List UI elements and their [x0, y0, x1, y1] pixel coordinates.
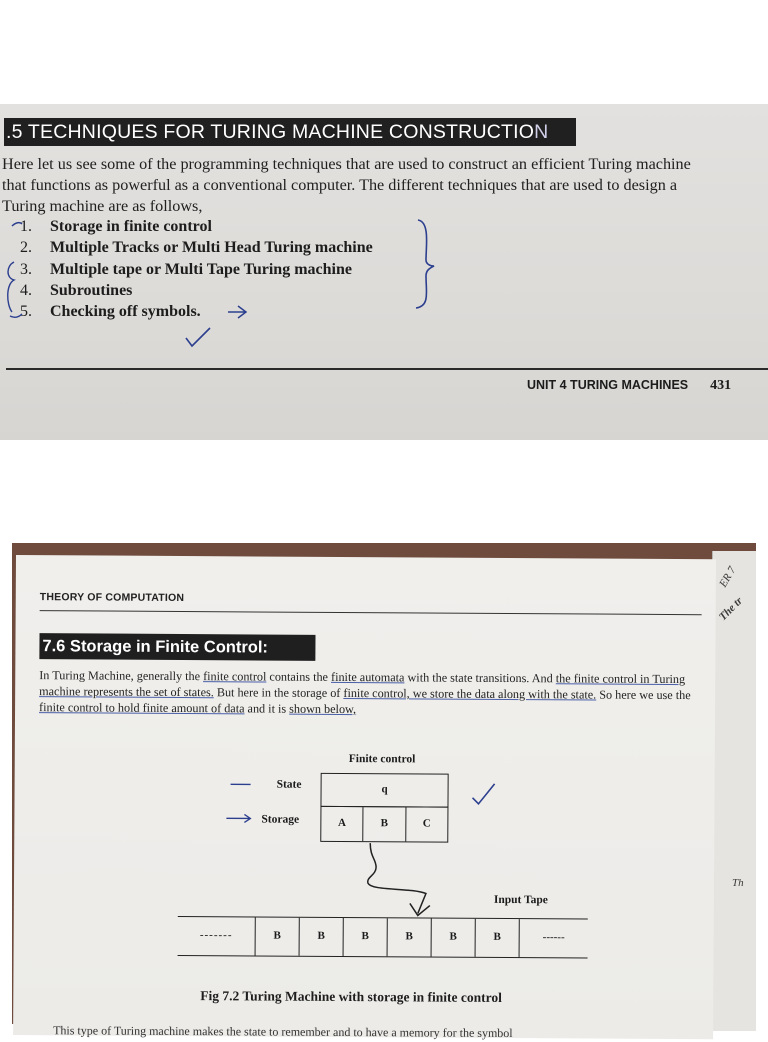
intro-paragraph [2, 154, 762, 217]
storage-label: Storage [261, 814, 299, 826]
edge-text: ER 7 [717, 565, 738, 590]
page-rule [6, 368, 768, 370]
finite-control-label: Finite control [349, 753, 416, 765]
top-page-photo [0, 104, 768, 440]
storage-cell: B [364, 807, 407, 841]
underlined-run: finite control [203, 669, 266, 683]
text-run: But here in the storage of [214, 685, 344, 700]
edge-text: Th [732, 877, 744, 889]
checkmark-icon [472, 784, 494, 804]
bracket-mark-icon [8, 262, 14, 312]
storage-cell: A [321, 807, 364, 841]
handwritten-marks [0, 214, 260, 354]
tape-head-connector [368, 843, 427, 913]
tick-mark-icon [12, 223, 22, 226]
section-heading-7-6: 7.6 Storage in Finite Control: [39, 633, 315, 661]
figure-caption: Fig 7.2 Turing Machine with storage in finite control [200, 988, 502, 1006]
edge-text: The tr [717, 595, 745, 623]
underline-mark-icon [10, 314, 22, 317]
tape-ellipsis-left: ------- [178, 917, 256, 955]
section-heading-7-5 [4, 118, 576, 146]
handwritten-brace-icon [412, 216, 442, 312]
tape-cell: B [432, 919, 476, 957]
book-page [13, 555, 716, 1039]
tape-cell: B [388, 918, 432, 956]
tape-cell: B [300, 918, 344, 956]
arrow-mark-icon [228, 306, 246, 318]
input-tape [178, 916, 588, 959]
list-number: 1. [20, 216, 50, 237]
list-label: Storage in finite control [50, 218, 212, 235]
text-run: with the state transitions. And [404, 670, 555, 685]
tape-cell: B [344, 918, 388, 956]
list-number: 2. [20, 237, 50, 258]
list-label: Multiple tape or Multi Tape Turing machine [50, 261, 352, 278]
underlined-run: shown below, [289, 702, 356, 716]
input-tape-label: Input Tape [494, 894, 548, 906]
checkmark-icon [186, 328, 210, 346]
text-run: In Turing Machine, generally the [39, 668, 203, 683]
list-label: Checking off symbols. [50, 303, 201, 320]
footer-unit: UNIT 4 TURING MACHINES [527, 378, 688, 392]
running-head: THEORY OF COMPUTATION [40, 591, 184, 604]
state-box: q [320, 773, 448, 808]
tape-ellipsis-right: ------ [520, 919, 588, 957]
intro-line: Turing machine are as follows, [2, 196, 762, 217]
intro-line: Here let us see some of the programming techniques that are used to construct an efficient Turing machine [2, 154, 762, 175]
adjacent-page-edge [712, 551, 756, 1031]
text-run: contains the [266, 670, 331, 684]
page-number: 431 [710, 378, 731, 393]
text-run: So here we use the [596, 688, 691, 703]
state-label: State [277, 779, 302, 791]
next-paragraph-line: This type of Turing machine makes the state to remember and to have a memory for the symbol [53, 1023, 513, 1041]
underlined-run: finite control to hold finite amount of data [39, 700, 245, 715]
heading-last-letter: N [534, 121, 548, 143]
text-run: and it is [244, 701, 289, 715]
underlined-run: finite control, we store the data along with the state. [343, 686, 596, 702]
list-number: 3. [20, 259, 50, 280]
underlined-run: the finite control in Turing machine represents the set of states. [39, 671, 685, 699]
storage-cell: C [406, 807, 448, 841]
list-number: 5. [20, 301, 50, 322]
page-footer [527, 378, 731, 394]
intro-line: that functions as powerful as a conventional computer. The different techniques that are used to design a [2, 175, 762, 196]
tape-cell: B [256, 917, 300, 955]
tape-cell: B [476, 919, 520, 957]
list-number: 4. [20, 280, 50, 301]
list-label: Subroutines [50, 282, 132, 299]
section-heading-text: .5 TECHNIQUES FOR TURING MACHINE CONSTRUCTIO [6, 121, 534, 143]
bottom-page-photo [12, 543, 756, 1024]
underlined-run: finite automata [331, 670, 405, 684]
diagram-lines [13, 555, 716, 1039]
list-label: Multiple Tracks or Multi Head Turing machine [50, 239, 373, 256]
storage-pointer-arrow-icon [226, 814, 250, 822]
